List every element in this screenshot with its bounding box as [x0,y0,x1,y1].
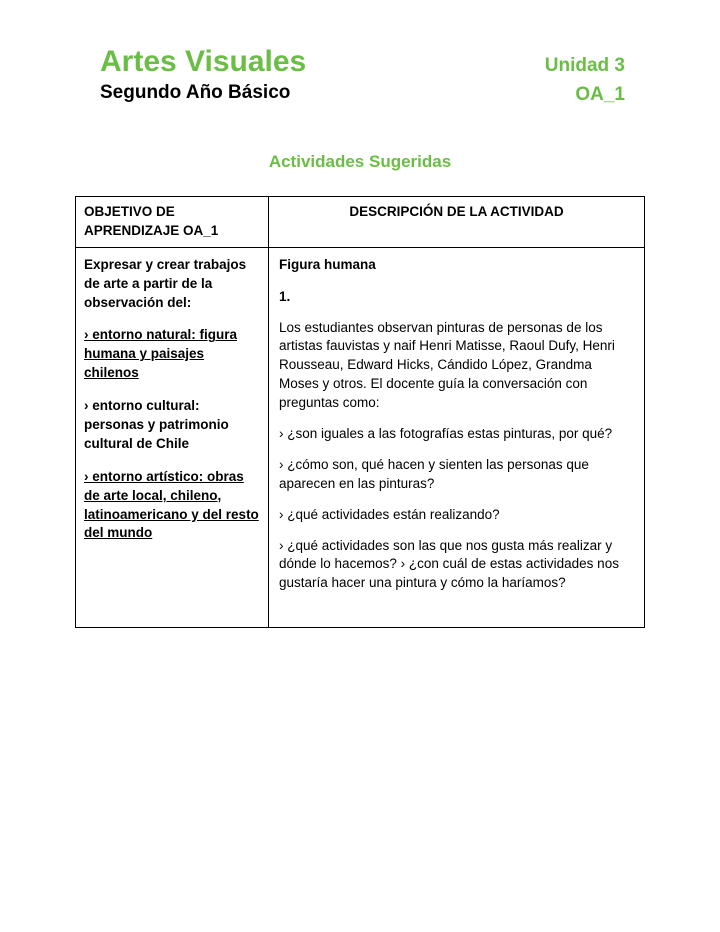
objective-item-entorno-artistico: › entorno artístico: obras de arte local, chileno, latinoamericano y del resto del mundo [84,468,259,541]
document-header [75,45,645,106]
activity-cell [269,247,645,627]
activity-question-1: › ¿son iguales a las fotografías estas pinturas, por qué? [279,426,613,442]
objective-item-entorno-cultural: › entorno cultural: personas y patrimonio cultural de Chile [84,398,229,451]
activities-table [75,196,645,628]
activity-number: 1. [279,288,291,304]
course-subtitle: Segundo Año Básico [100,81,291,103]
activity-question-4: › ¿qué actividades son las que nos gusta más realizar y dónde lo hacemos? › ¿con cuál de estas actividades nos gustaría hacer una pintura y cómo la haríamos? [279,537,619,591]
table-header-row [76,197,645,248]
objective-cell [76,247,269,627]
objective-intro: Expresar y crear trabajos de arte a partir de la observación del: [84,256,247,310]
activity-question-2: › ¿cómo son, qué hacen y sienten las personas que aparecen en las pinturas? [279,456,589,491]
course-title: Artes Visuales [100,45,307,78]
table-body-row [76,247,645,627]
unit-label: Unidad 3 [544,55,625,76]
activity-title: Figura humana [279,256,376,272]
header-left [100,45,306,104]
section-title: Actividades Sugeridas [268,152,452,171]
oa-label: OA_1 [575,84,625,105]
column-header-objective: OBJETIVO DE APRENDIZAJE OA_1 [76,197,269,248]
activity-question-3: › ¿qué actividades están realizando? [279,506,500,522]
activity-paragraph: Los estudiantes observan pinturas de personas de los artistas fauvistas y naif Henri Matisse, Raoul Dufy, Henri Rousseau, Edward Hicks, Cándido López, Grandma Moses y otros. El docente guía la conversación con preguntas como: [279,319,615,411]
objective-item-entorno-natural: › entorno natural: figura humana y paisajes chilenos [84,327,237,381]
header-right [545,45,625,106]
column-header-description: DESCRIPCIÓN DE LA ACTIVIDAD [269,197,645,248]
